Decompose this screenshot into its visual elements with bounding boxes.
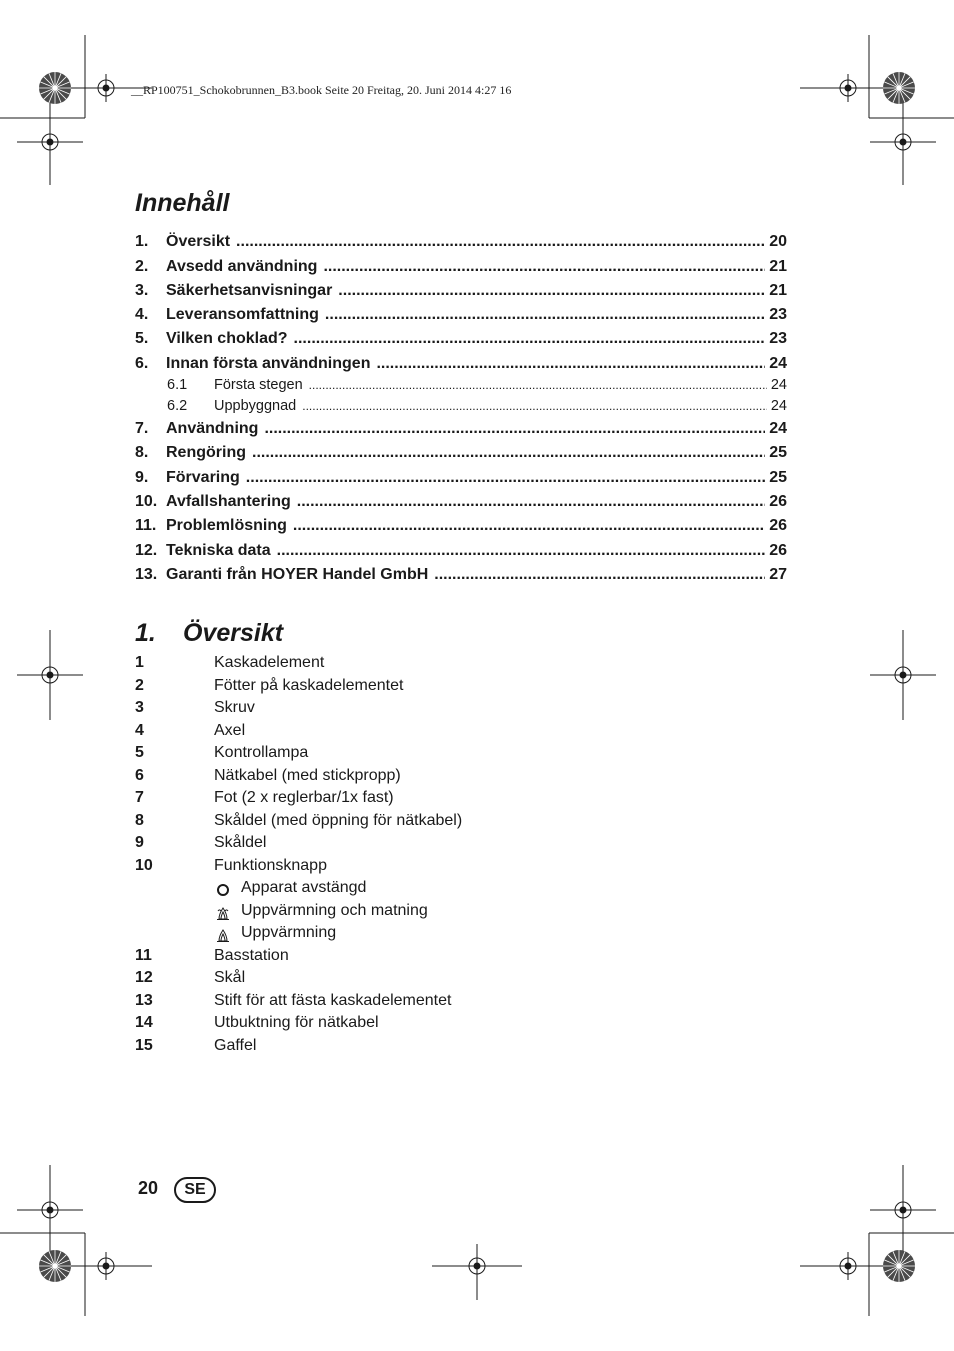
list-item — [135, 832, 785, 855]
list-item — [135, 765, 785, 788]
toc-entry-page: 24 — [770, 397, 787, 414]
toc-entry-number: 2. — [135, 257, 149, 275]
part-label: Nätkabel (med stickpropp) — [214, 766, 401, 784]
toc-entry-page: 25 — [769, 468, 787, 486]
toc-entry[interactable] — [135, 539, 787, 563]
part-label: Fot (2 x reglerbar/1x fast) — [214, 789, 394, 806]
toc-leader-dots — [294, 330, 766, 348]
toc-entry-number: 9. — [135, 468, 149, 486]
toc-entry[interactable] — [135, 255, 787, 279]
toc-subentry[interactable] — [135, 397, 787, 418]
part-number: 6 — [135, 766, 144, 784]
switch-option — [135, 877, 785, 900]
toc-entry[interactable] — [135, 564, 787, 588]
toc-entry-number: 6.2 — [167, 397, 188, 414]
toc-entry-number: 13. — [135, 565, 158, 583]
toc-entry-page: 23 — [769, 330, 787, 348]
toc-entry-page: 25 — [769, 444, 787, 462]
list-item — [135, 1035, 785, 1058]
part-number: 8 — [135, 811, 144, 829]
toc-entry[interactable] — [135, 280, 787, 304]
switch-option-label: Apparat avstängd — [241, 879, 367, 896]
off-circle-icon — [215, 882, 231, 898]
part-label: Basstation — [214, 946, 289, 964]
toc-subentry[interactable] — [135, 377, 787, 398]
toc-entry-page: 20 — [769, 233, 787, 251]
switch-option-label: Uppvärmning — [241, 924, 337, 941]
list-item — [135, 945, 785, 968]
part-label: Utbuktning för nätkabel — [214, 1014, 379, 1031]
toc-leader-dots — [297, 493, 765, 511]
part-label: Gaffel — [214, 1036, 257, 1054]
toc-entry-page: 23 — [769, 306, 787, 324]
toc-entry-label: Första stegen — [214, 377, 303, 394]
toc-leader-dots — [309, 377, 767, 393]
part-label: Fötter på kaskadelementet — [214, 676, 404, 694]
heat-icon — [215, 927, 231, 943]
list-item — [135, 855, 785, 878]
toc-leader-dots — [325, 306, 765, 324]
list-item — [135, 652, 785, 675]
part-number: 3 — [135, 699, 144, 716]
section-title — [135, 615, 283, 651]
section-number: 1. — [135, 619, 156, 647]
part-label: Kaskadelement — [214, 654, 325, 671]
toc-entry-label: Leveransomfattning — [166, 306, 319, 324]
part-number: 10 — [135, 856, 153, 874]
list-item — [135, 990, 785, 1013]
list-item — [135, 787, 785, 810]
toc-entry-page: 27 — [769, 565, 787, 583]
toc-entry-label: Innan första användningen — [166, 354, 371, 372]
table-of-contents — [135, 231, 787, 588]
list-item — [135, 967, 785, 990]
part-label: Axel — [214, 721, 246, 739]
parts-list — [135, 652, 785, 1057]
list-item — [135, 810, 785, 833]
switch-option — [135, 900, 785, 923]
toc-entry[interactable] — [135, 328, 787, 352]
part-label: Funktionsknapp — [214, 856, 327, 874]
toc-entry-page: 21 — [769, 281, 787, 299]
switch-option-label: Uppvärmning och matning — [241, 901, 428, 919]
toc-leader-dots — [376, 355, 765, 373]
toc-entry-page: 21 — [769, 257, 787, 275]
toc-leader-dots — [277, 542, 766, 560]
toc-entry-number: 8. — [135, 444, 149, 462]
part-label: Skåldel (med öppning för nätkabel) — [214, 811, 463, 829]
toc-entry[interactable] — [135, 418, 787, 442]
toc-entry-number: 11. — [135, 517, 157, 535]
part-number: 15 — [135, 1036, 153, 1054]
toc-entry[interactable] — [135, 352, 787, 376]
part-number: 12 — [135, 969, 153, 986]
heat-and-drive-icon — [215, 905, 231, 921]
section-heading: Översikt — [183, 619, 284, 647]
toc-entry-number: 3. — [135, 281, 149, 299]
toc-entry-number: 7. — [135, 420, 149, 438]
toc-entry[interactable] — [135, 515, 787, 539]
toc-entry-label: Avsedd användning — [166, 257, 318, 275]
toc-entry-label: Förvaring — [166, 468, 240, 486]
list-item — [135, 720, 785, 743]
toc-leader-dots — [293, 517, 765, 535]
part-number: 7 — [135, 789, 144, 806]
language-badge: SE — [174, 1177, 216, 1203]
part-number: 11 — [135, 946, 152, 964]
toc-entry-label: Tekniska data — [166, 541, 271, 559]
part-label: Kontrollampa — [214, 744, 309, 761]
toc-entry-page: 26 — [769, 517, 787, 535]
toc-title: Innehåll — [135, 189, 230, 217]
list-item — [135, 697, 785, 720]
toc-leader-dots — [264, 420, 765, 438]
part-label: Skål — [214, 969, 246, 986]
part-number: 4 — [135, 721, 144, 739]
toc-entry[interactable] — [135, 466, 787, 490]
toc-entry-number: 10. — [135, 492, 158, 510]
toc-entry-label: Användning — [166, 420, 259, 438]
toc-entry-page: 26 — [769, 541, 787, 559]
toc-leader-dots — [236, 233, 765, 251]
part-number: 1 — [135, 654, 144, 671]
toc-entry-label: Rengöring — [166, 444, 246, 462]
toc-entry-page: 24 — [769, 354, 787, 372]
toc-entry-label: Vilken choklad? — [166, 330, 288, 348]
toc-entry-number: 12. — [135, 541, 158, 559]
toc-leader-dots — [434, 566, 765, 584]
toc-entry[interactable] — [135, 231, 787, 255]
toc-entry[interactable] — [135, 304, 787, 328]
toc-leader-dots — [338, 282, 765, 300]
part-number: 9 — [135, 834, 144, 851]
toc-entry-number: 6.1 — [167, 377, 188, 394]
part-number: 5 — [135, 744, 144, 761]
toc-leader-dots — [302, 398, 767, 414]
toc-entry-label: Problemlösning — [166, 517, 287, 535]
page-number: 20 — [138, 1178, 159, 1198]
toc-entry-page: 26 — [769, 492, 787, 510]
toc-leader-dots — [252, 444, 765, 462]
toc-entry[interactable] — [135, 491, 787, 515]
toc-entry-number: 1. — [135, 233, 149, 251]
toc-entry-number: 4. — [135, 306, 149, 324]
part-label: Stift för att fästa kaskadelementet — [214, 991, 452, 1009]
part-number: 13 — [135, 991, 153, 1009]
toc-entry-page: 24 — [770, 377, 787, 394]
part-number: 2 — [135, 676, 144, 694]
toc-entry-number: 6. — [135, 354, 149, 372]
part-label: Skåldel — [214, 834, 267, 851]
toc-entry-label: Säkerhetsanvisningar — [166, 281, 333, 299]
toc-entry-label: Uppbyggnad — [214, 397, 297, 414]
toc-entry-number: 5. — [135, 330, 149, 348]
part-number: 14 — [135, 1014, 153, 1031]
switch-option — [135, 922, 785, 945]
print-header: __RP100751_Schokobrunnen_B3.book Seite 20 Freitag, 20. Juni 2014 4:27 16 — [131, 83, 512, 97]
list-item — [135, 675, 785, 698]
toc-entry-page: 24 — [769, 420, 787, 438]
list-item — [135, 1012, 785, 1035]
toc-leader-dots — [246, 469, 765, 487]
list-item — [135, 742, 785, 765]
toc-entry-label: Avfallshantering — [166, 492, 291, 510]
toc-entry-label: Garanti från HOYER Handel GmbH — [166, 565, 429, 583]
toc-entry[interactable] — [135, 442, 787, 466]
toc-leader-dots — [323, 258, 765, 276]
part-label: Skruv — [214, 699, 255, 716]
toc-entry-label: Översikt — [166, 233, 231, 251]
